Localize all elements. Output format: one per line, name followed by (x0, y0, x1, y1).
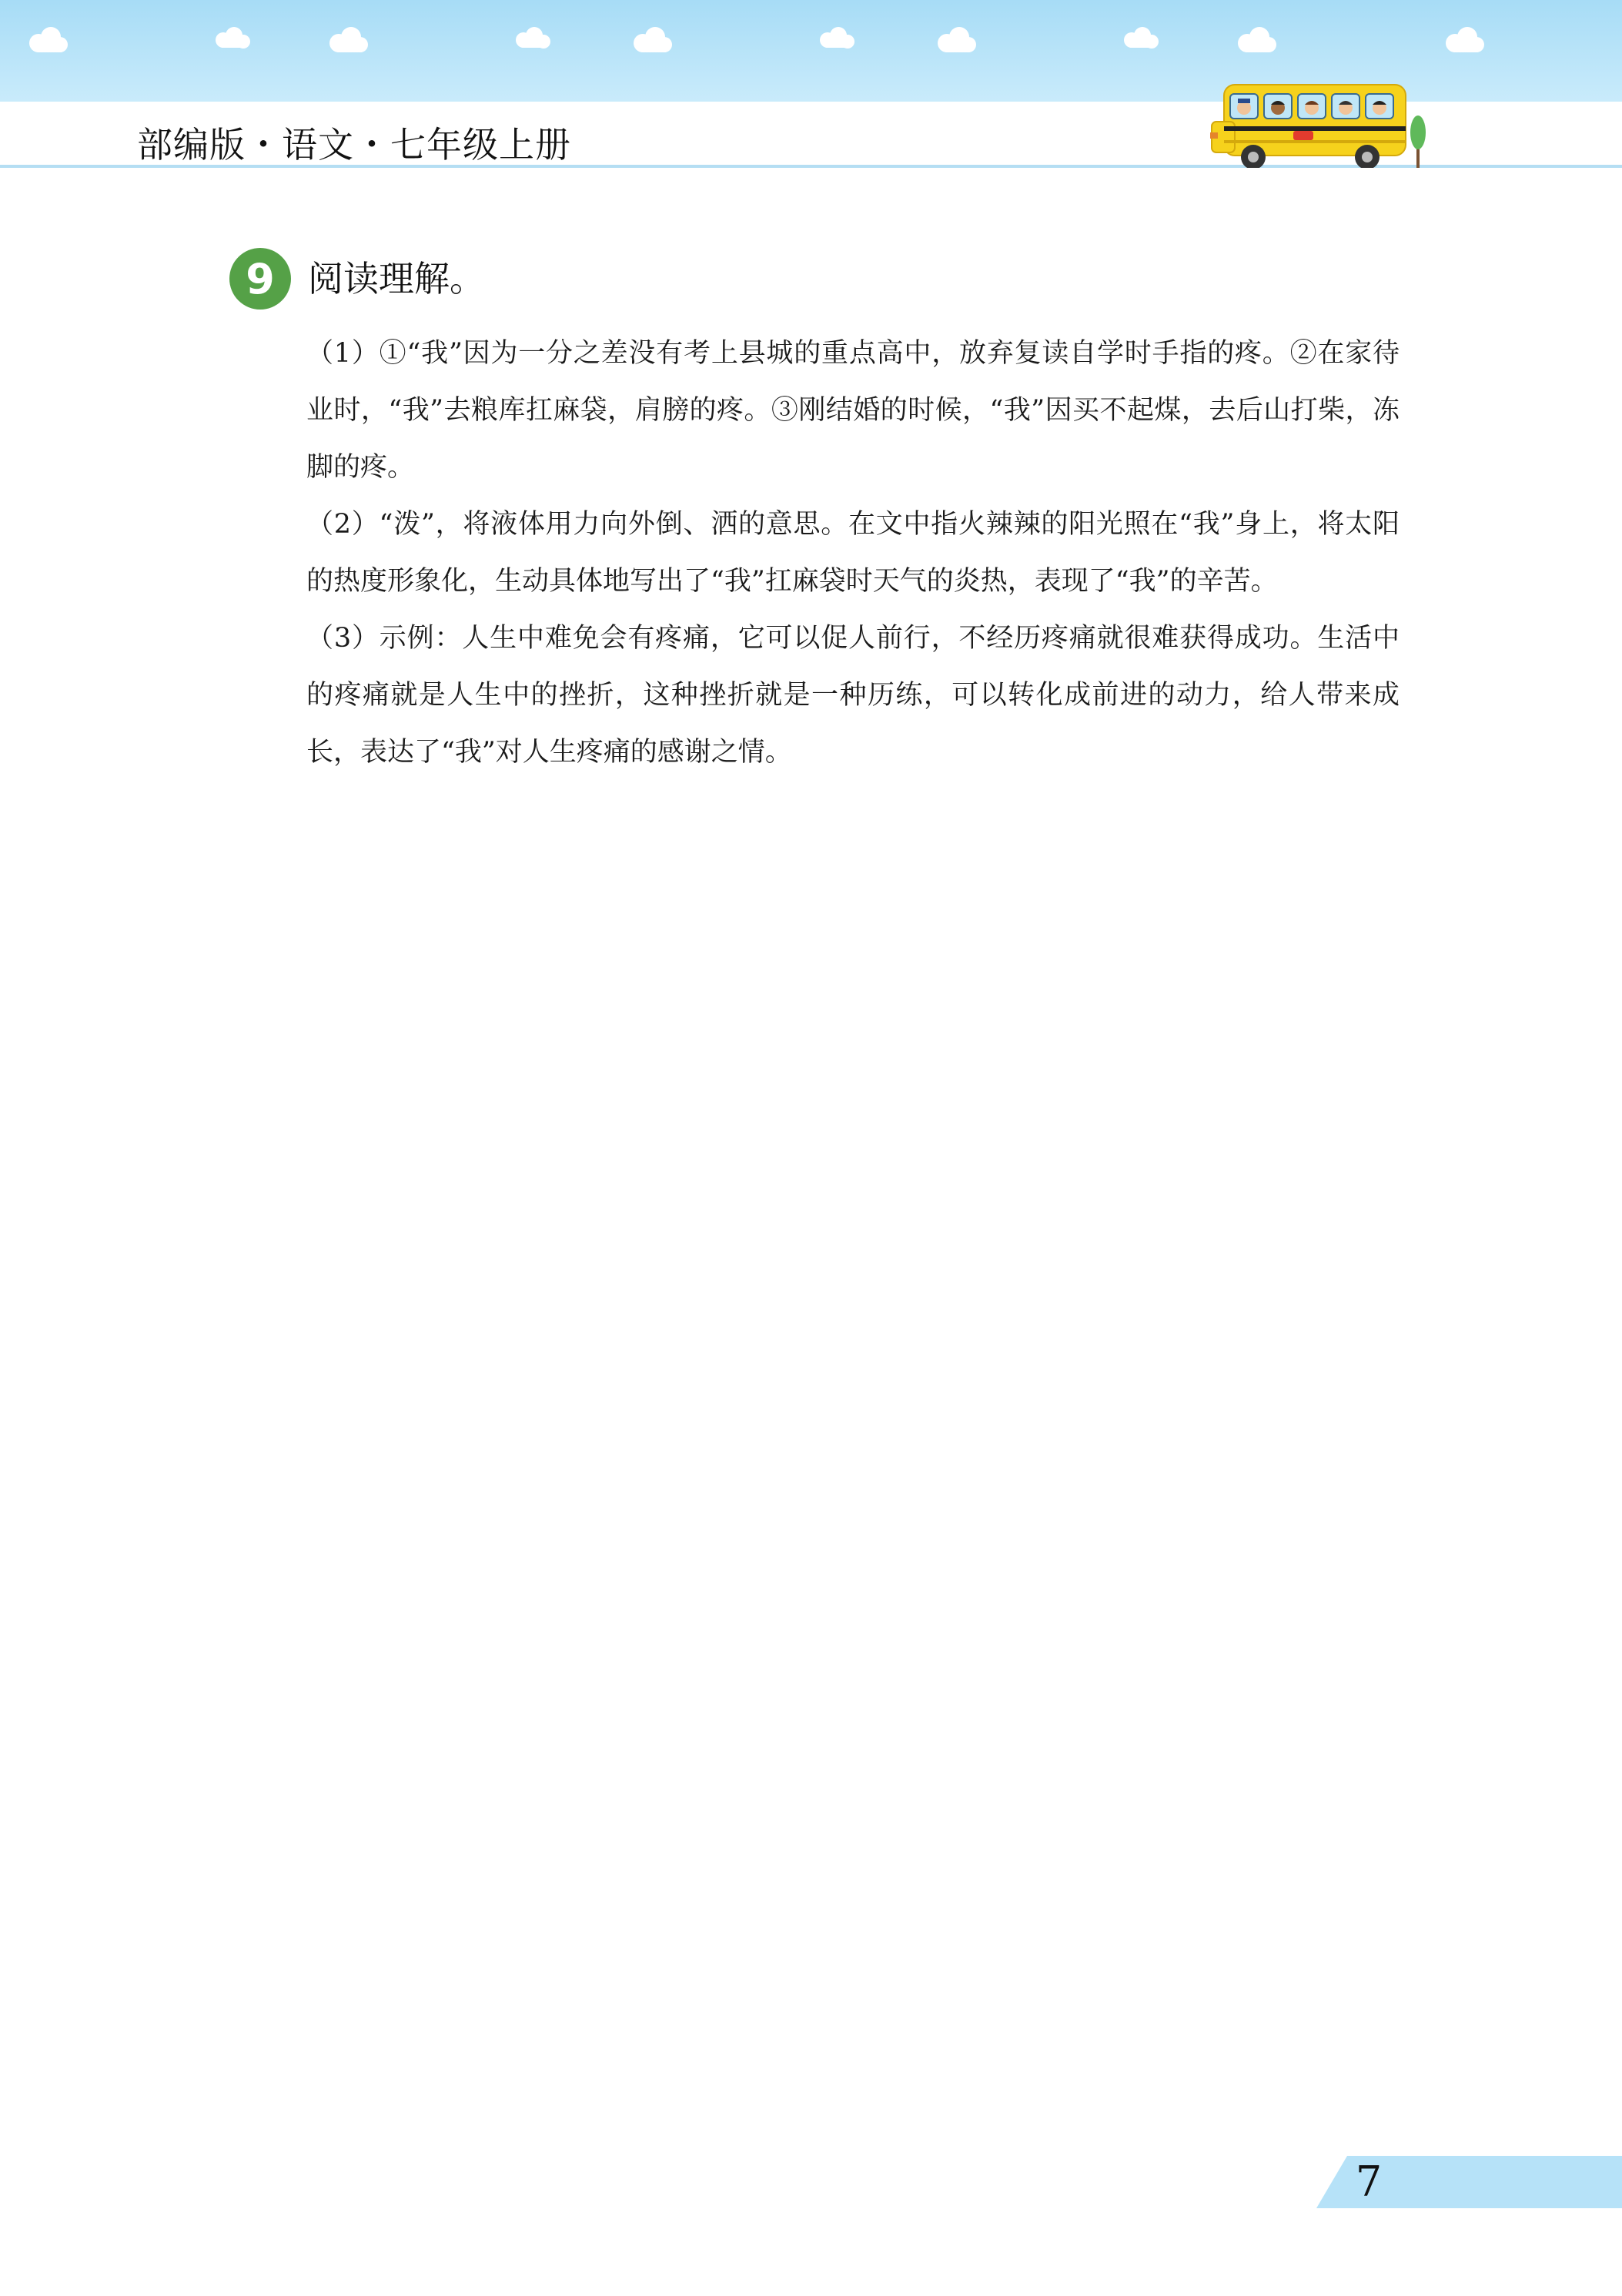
cloud-icon (508, 23, 557, 51)
cloud-icon (1116, 23, 1165, 51)
cloud-icon (1440, 26, 1489, 54)
question-title: 阅读理解。 (308, 258, 485, 300)
cloud-icon (1232, 26, 1281, 54)
header-banner (0, 0, 1622, 168)
school-bus-icon (1207, 79, 1430, 168)
cloud-icon (323, 26, 373, 54)
answer-paragraph: （1）①“我”因为一分之差没有考上县城的重点高中，放弃复读自学时手指的疼。②在家待业时，“我”去粮库扛麻袋，肩膀的疼。③刚结婚的时候，“我”因买不起煤，去后山打柴，冻脚的疼。 (306, 338, 1400, 483)
tree-icon (1410, 115, 1426, 168)
cloud-icon (627, 26, 677, 54)
cloud-icon (208, 23, 257, 51)
answer-block (306, 325, 1400, 781)
cloud-icon (812, 23, 861, 51)
cloud-icon (23, 26, 72, 54)
question-number-badge: 9 (229, 248, 291, 310)
book-title: 部编版・语文・七年级上册 (137, 124, 571, 166)
answer-paragraph: （2）“泼”，将液体用力向外倒、洒的意思。在文中指火辣辣的阳光照在“我”身上，将太阳的热度形象化，生动具体地写出了“我”扛麻袋时天气的炎热，表现了“我”的辛苦。 (306, 509, 1400, 597)
answer-paragraph: （3）示例：人生中难免会有疼痛，它可以促人前行，不经历疼痛就很难获得成功。生活中的疼痛就是人生中的挫折，这种挫折就是一种历练，可以转化成前进的动力，给人带来成长，表达了“我”对人生疼痛的感谢之情。 (306, 623, 1400, 768)
cloud-icon (931, 26, 981, 54)
page-number: 7 (1355, 2157, 1383, 2206)
